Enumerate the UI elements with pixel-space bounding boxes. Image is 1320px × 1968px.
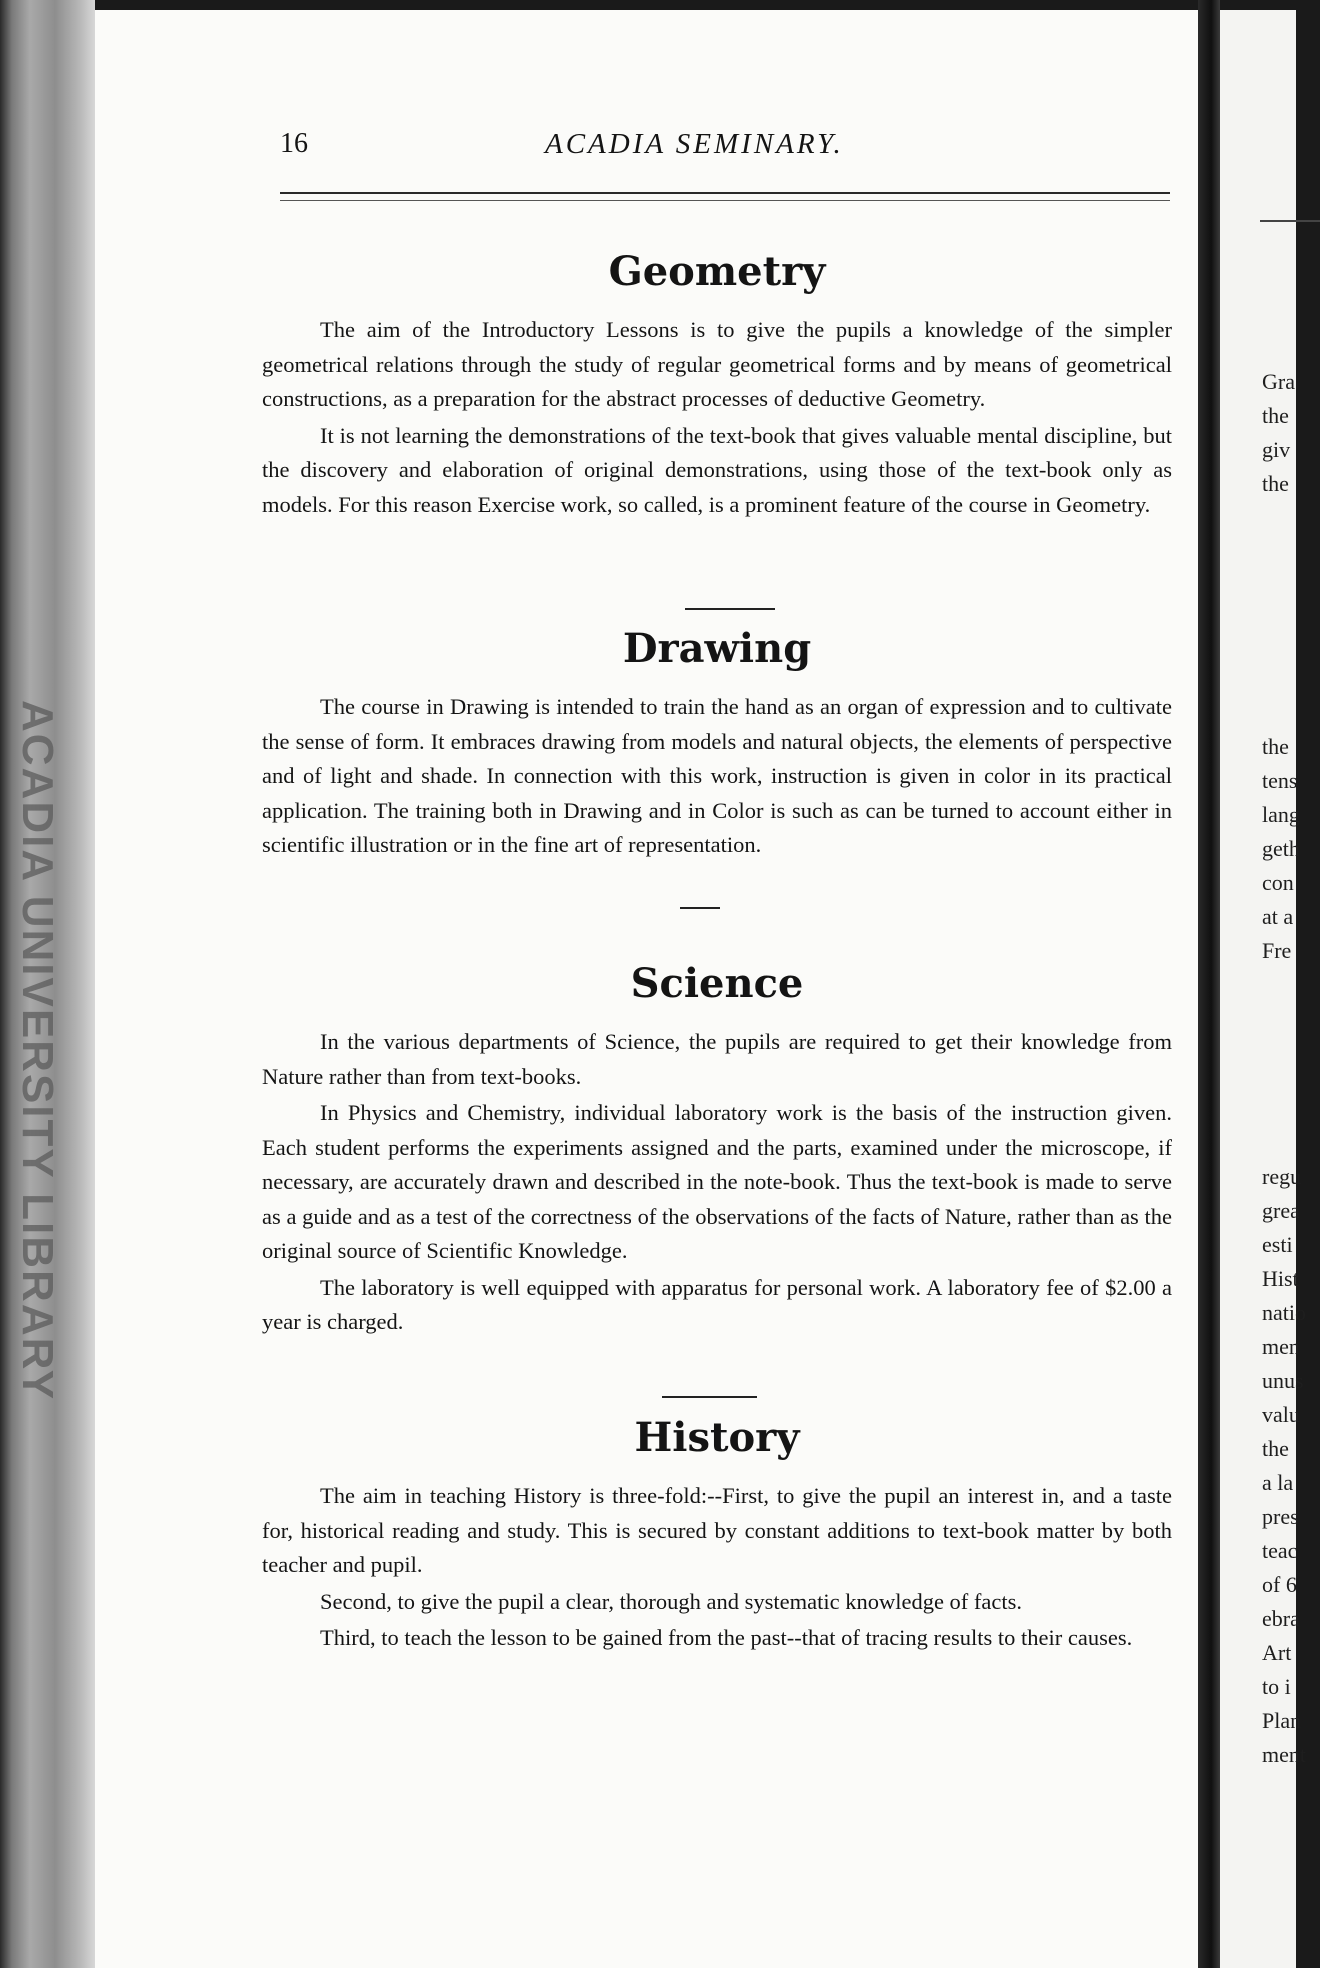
facing-page-fragment: to i [1262,1674,1291,1699]
page-number: 16 [280,128,308,159]
facing-page-fragment: valu [1262,1402,1300,1427]
paragraph: The aim of the Introductory Lessons is to give the pupils a knowledge of the simpler geometrical relations through the study of regular geometrical forms and by means of geometrical constructions, as a preparation for the abstract processes of deductive Geometry. [262,317,1172,411]
paragraph: Second, to give the pupil a clear, thorough and systematic knowledge of facts. [320,1588,1023,1614]
facing-page-rule [1260,220,1320,222]
facing-page-fragment: a la [1262,1470,1294,1495]
facing-page-fragment: at a [1262,904,1294,929]
facing-page-fragment: the [1262,734,1289,759]
facing-page-fragment: unus [1262,1368,1304,1393]
facing-page-fragment: Art [1262,1640,1292,1665]
section-science [262,960,1172,1340]
paragraph: It is not learning the demonstrations of the text-book that gives valuable mental discipline, but the discovery and elaboration of original demonstrations, using those of the text-book only as models. For this reason Exercise work, so called, is a prominent feature of the course in Geometry. [262,422,1172,517]
facing-page-fragment: the [1262,403,1289,428]
facing-page-fragment: Hist [1262,1266,1299,1291]
section-drawing [262,625,1172,863]
section-heading: Geometry [608,248,826,295]
paragraph: The course in Drawing is intended to train the hand as an organ of expression and to cultivate the sense of form. It embraces drawing from models and natural objects, the elements of perspective and of light and shade. In connection with this work, instruction is given in color in its practical application. The training both in Drawing and in Color is such as can be turned to account either in scientific illustration or in the fine art of representation. [262,694,1172,857]
facing-page-fragment: Fre [1262,938,1292,963]
facing-page-fragment: esti [1262,1232,1293,1257]
section-divider [662,1396,757,1398]
header-rule [280,192,1170,194]
facing-page-fragment: men [1262,1334,1300,1359]
facing-page-fragment: regu [1262,1164,1302,1189]
paragraph: In the various departments of Science, the pupils are required to get their knowledge from Nature rather than from text-books. [262,1029,1172,1089]
paragraph: The aim in teaching History is three-fold:--First, to give the pupil an interest in, and a taste for, historical reading and study. This is secured by constant additions to text-book matter by both teacher and pupil. [262,1483,1172,1577]
running-head [280,128,1180,168]
spine-label: ACADIA UNIVERSITY LIBRARY [13,700,62,1402]
paragraph: In Physics and Chemistry, individual laboratory work is the basis of the instruction given. Each student performs the experiments assigned and the parts, examined under the microscope, if necessary, are accurately drawn and described in the note-book. Thus the text-book is made to serve as a guide and as a test of the correctness of the observations of the facts of Nature, rather than as the original source of Scientific Knowledge. [262,1100,1172,1263]
facing-page-fragment: natio [1262,1300,1306,1325]
facing-page-fragment: tens [1262,768,1298,793]
book-gutter [1198,0,1220,1968]
paragraph: The laboratory is well equipped with apparatus for personal work. A laboratory fee of $2.00 a year is charged. [262,1274,1172,1334]
facing-page-fragment: pres [1262,1504,1299,1529]
book-edge [0,0,95,1968]
facing-page-fragment: ebra [1262,1606,1300,1631]
section-heading: History [634,1414,800,1461]
facing-page-fragment: the [1262,471,1289,496]
facing-page-fragment: of 6 [1262,1572,1297,1597]
section-geometry [262,248,1172,522]
running-title: ACADIA SEMINARY. [545,128,844,160]
facing-page-fragment: giv [1262,437,1291,462]
facing-page-fragment: Gra [1262,369,1295,394]
facing-page-fragment: geth [1262,836,1300,861]
facing-page-fragment: ment [1262,1742,1306,1767]
paragraph: Third, to teach the lesson to be gained from the past--that of tracing results to their causes. [320,1625,1133,1650]
section-heading: Science [630,960,804,1007]
section-divider [685,608,775,610]
section-heading: Drawing [622,625,812,672]
facing-page-fragment: lang [1262,802,1300,827]
section-divider [680,907,720,909]
facing-page [1220,10,1306,1968]
section-history [262,1414,1172,1656]
header-rule-thin [280,200,1170,201]
facing-page-fragment: the [1262,1436,1289,1461]
facing-page-fragment: Plan [1262,1708,1302,1733]
facing-page-fragment: teac [1262,1538,1298,1563]
facing-page-fragment: con [1262,870,1294,895]
facing-page-fragment: grea [1262,1198,1300,1223]
